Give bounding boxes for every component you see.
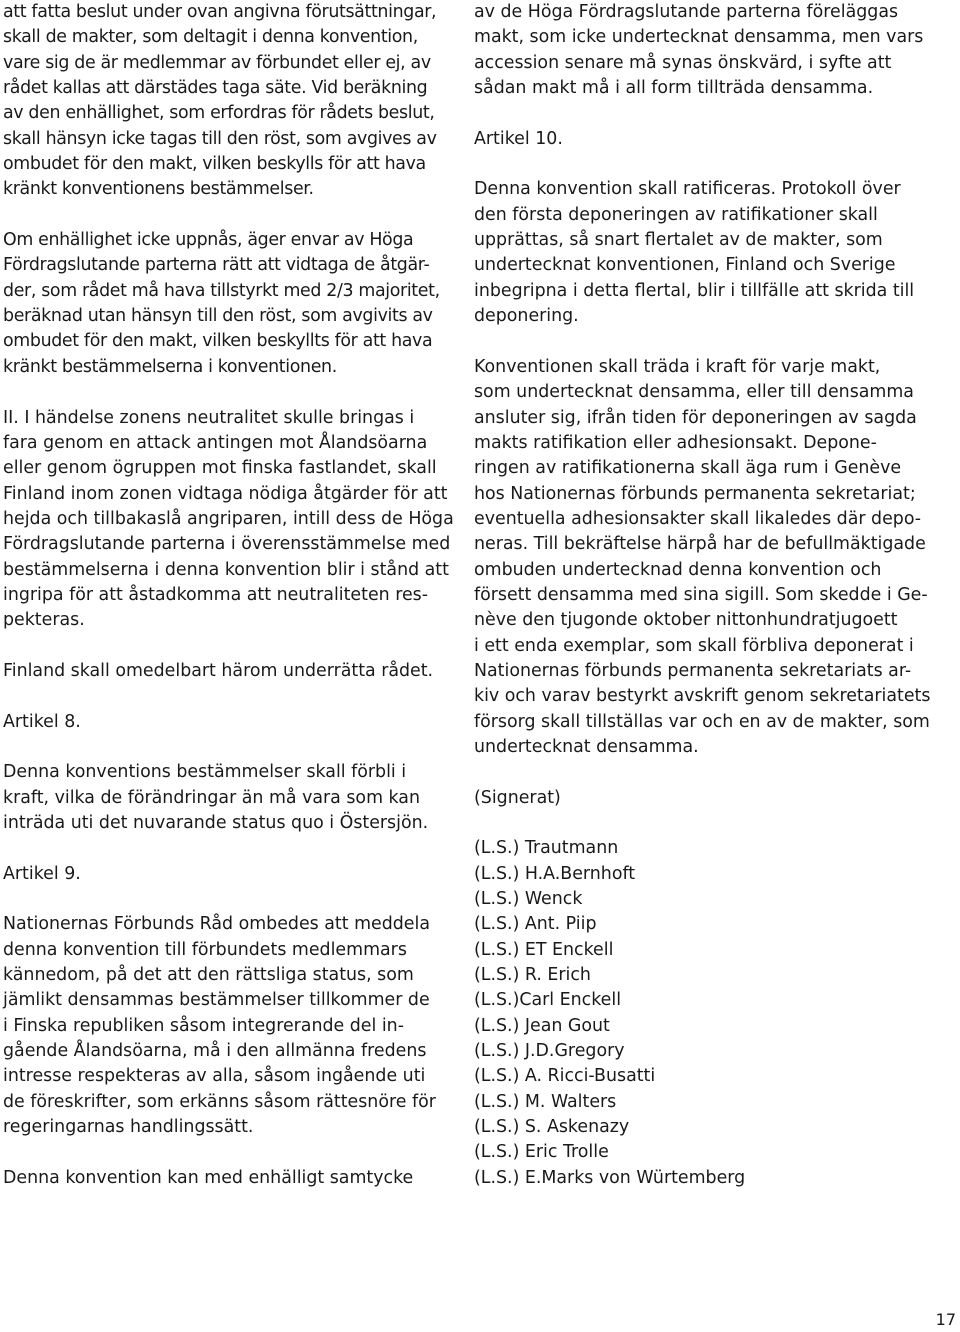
signatory-item: (L.S.) Ant. Piip <box>474 914 597 935</box>
text-line: intresse respekteras av alla, såsom ingående uti <box>3 1066 426 1087</box>
text-line: inbegripna i detta flertal, blir i tillfälle att skrida till <box>474 280 915 301</box>
text-line: undertecknat konventionen, Finland och Sverige <box>474 255 896 276</box>
paragraph-unanimity <box>3 228 473 380</box>
text-line: Denna konvention skall ratificeras. Protokoll över <box>474 179 901 200</box>
text-line: beräknad utan hänsyn till den röst, som avgivits av <box>3 306 433 327</box>
text-line: hos Nationernas förbunds permanenta sekretariat; <box>474 483 916 504</box>
text-line: deponering. <box>474 306 579 327</box>
paragraph-voting-procedure <box>3 0 473 203</box>
text-line: Finland inom zonen vidtaga nödiga åtgärder för att <box>3 483 448 504</box>
paragraph-ratification <box>474 177 958 329</box>
text-line: kiv och varav bestyrkt avskrift genom sekretariatets <box>474 686 931 707</box>
text-line: bestämmelserna i denna konvention blir i stånd att <box>3 559 449 580</box>
text-line: kränkt konventionens bestämmelser. <box>3 179 314 200</box>
text-line: Denna konventions bestämmelser skall förbli i <box>3 762 407 783</box>
text-line: Fördragslutande parterna i överensstämmelse med <box>3 534 451 555</box>
text-line: gående Ålandsöarna, må i den allmänna fredens <box>3 1041 427 1062</box>
text-line: skall hänsyn icke tagas till den röst, som avgives av <box>3 128 437 149</box>
text-line: inträda uti det nuvarande status quo i Östersjön. <box>3 813 429 833</box>
text-line: av den enhällighet, som erfordras för rådets beslut, <box>3 103 435 124</box>
text-line: fara genom en attack antingen mot Ålandsöarna <box>3 432 428 453</box>
text-line: ombudet för den makt, vilken beskylls för att hava <box>3 154 426 175</box>
text-line: denna konvention till förbundets medlemmars <box>3 939 407 960</box>
signatory-item: (L.S.) S. Askenazy <box>474 1117 630 1138</box>
text-line: der, som rådet må hava tillstyrkt med 2/3 majoritet, <box>3 280 440 301</box>
text-line: kraft, vilka de förändringar än må vara som kan <box>3 787 420 808</box>
text-line: skall de makter, som deltagit i denna konvention, <box>3 27 418 48</box>
page-number: 17 <box>935 1310 956 1329</box>
heading-article-10: Artikel 10. <box>474 128 563 149</box>
text-line: Fördragslutande parterna rätt att vidtaga de åtgär- <box>3 255 430 276</box>
text-line: att fatta beslut under ovan angivna förutsättningar, <box>3 2 437 22</box>
text-line: vare sig de är medlemmar av förbundet eller ej, av <box>3 52 431 73</box>
paragraph-entry-into-force <box>474 355 958 761</box>
right-column <box>474 0 958 1191</box>
text-line: nève den tjugonde oktober nittonhundratjugoett <box>474 610 898 631</box>
text-line: ingripa för att åstadkomma att neutraliteten res- <box>3 584 428 605</box>
signatory-item: (L.S.) M. Walters <box>474 1091 617 1112</box>
signatory-item: (L.S.) E.Marks von Würtemberg <box>474 1167 746 1188</box>
signatory-item: (L.S.) H.A.Bernhoft <box>474 863 636 884</box>
text-line: Nationernas förbunds permanenta sekretariats ar- <box>474 660 912 681</box>
text-line: försett densamma med sina sigill. Som skedde i Ge- <box>474 584 928 605</box>
text-line: neras. Till bekräftelse härpå har de befullmäktigade <box>474 534 926 555</box>
paragraph-article-8 <box>3 760 473 836</box>
signatory-item: (L.S.) Trautmann <box>474 838 619 859</box>
text-line: upprättas, så snart flertalet av de makter, som <box>474 230 883 251</box>
text-line: Nationernas Förbunds Råd ombedes att meddela <box>3 914 430 935</box>
heading-article-8: Artikel 8. <box>3 711 81 732</box>
paragraph-unanimous-consent: Denna konvention kan med enhälligt samtycke <box>3 1167 414 1188</box>
text-line: undertecknat densamma. <box>474 736 699 757</box>
text-line: ombudet för den makt, vilken beskyllts för att hava <box>3 331 433 352</box>
signatory-item: (L.S.) R. Erich <box>474 965 591 986</box>
signatory-list <box>474 836 958 1191</box>
heading-article-9: Artikel 9. <box>3 863 81 884</box>
text-line: ringen av ratifikationerna skall äga rum i Genève <box>474 458 902 479</box>
text-line: eventuella adhesionsakter skall likaledes där depo- <box>474 508 922 529</box>
text-line: som undertecknat densamma, eller till densamma <box>474 382 914 403</box>
text-line: i Finska republiken såsom integrerande del in- <box>3 1015 404 1036</box>
signatory-item: (L.S.) J.D.Gregory <box>474 1041 625 1062</box>
text-line: Konventionen skall träda i kraft för varje makt, <box>474 356 881 377</box>
text-line: i ett enda exemplar, som skall förbliva deponerat i <box>474 635 914 656</box>
text-line: av de Höga Fördragslutande parterna föreläggas <box>474 2 899 22</box>
signatory-item: (L.S.) A. Ricci-Busatti <box>474 1066 656 1087</box>
signatory-item: (L.S.) Jean Gout <box>474 1015 610 1036</box>
signatory-item: (L.S.) ET Enckell <box>474 939 614 960</box>
text-line: jämlikt densammas bestämmelser tillkommer de <box>3 990 430 1011</box>
paragraph-article-9 <box>3 912 473 1140</box>
signatory-item: (L.S.) Eric Trolle <box>474 1142 609 1163</box>
text-line: eller genom ögruppen mot finska fastlandet, skall <box>3 458 437 479</box>
text-line: ansluter sig, ifrån tiden för deponeringen av sagda <box>474 407 917 428</box>
text-line: de föreskrifter, som erkänns såsom rättesnöre för <box>3 1091 436 1112</box>
signed-label: (Signerat) <box>474 787 561 808</box>
text-line: regeringarnas handlingssätt. <box>3 1117 254 1138</box>
text-line: ombuden undertecknad denna konvention och <box>474 559 882 580</box>
text-line: makt, som icke undertecknat densamma, men vars <box>474 27 924 48</box>
paragraph-neutrality-attack <box>3 406 473 634</box>
text-line: hejda och tillbakaslå angriparen, intill dess de Höga <box>3 508 454 529</box>
paragraph-notify-council: Finland skall omedelbart härom underrätta rådet. <box>3 660 434 681</box>
text-line: pekteras. <box>3 610 85 631</box>
paragraph-accession <box>474 0 958 101</box>
text-line: den första deponeringen av ratifikationer skall <box>474 204 878 225</box>
text-line: makts ratifikation eller adhesionsakt. Depone- <box>474 432 877 453</box>
text-line: sådan makt må i all form tillträda densamma. <box>474 78 874 99</box>
text-line: rådet kallas att därstädes taga säte. Vid beräkning <box>3 78 428 99</box>
text-line: Om enhällighet icke uppnås, äger envar av Höga <box>3 230 414 251</box>
signatory-item: (L.S.)Carl Enckell <box>474 990 622 1011</box>
text-line: försorg skall tillställas var och en av de makter, som <box>474 711 930 732</box>
text-line: kränkt bestämmelserna i konventionen. <box>3 356 337 377</box>
left-column <box>3 0 473 1191</box>
text-line: II. I händelse zonens neutralitet skulle bringas i <box>3 407 415 428</box>
text-line: accession senare må synas önskvärd, i syfte att <box>474 52 892 73</box>
text-line: kännedom, på det att den rättsliga status, som <box>3 965 414 986</box>
signatory-item: (L.S.) Wenck <box>474 889 583 910</box>
